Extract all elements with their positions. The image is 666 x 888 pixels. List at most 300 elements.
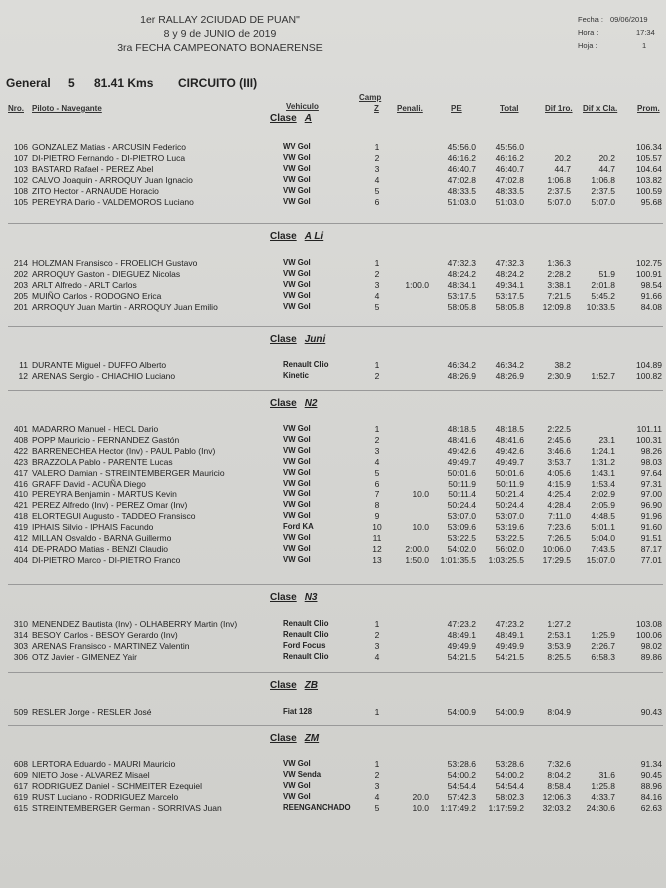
table-row <box>0 269 666 279</box>
cell-camp: 2 <box>374 629 380 640</box>
cell-camp: 3 <box>374 163 380 174</box>
cell-camp: 6 <box>374 478 380 489</box>
cell-pe: 53:17.5 <box>447 290 476 301</box>
cell-prom: 77.01 <box>640 554 662 565</box>
col-prom: Prom. <box>637 104 660 113</box>
table-row <box>0 142 666 152</box>
cell-dif1: 2:37.5 <box>547 185 571 196</box>
cell-piloto: HOLZMAN Fransisco - FROELICH Gustavo <box>32 258 198 268</box>
cell-prom: 100.06 <box>636 629 662 640</box>
table-row <box>0 258 666 268</box>
cell-pe: 47:32.3 <box>447 258 476 268</box>
cell-total: 53:22.5 <box>495 533 524 543</box>
cell-difcla: 5:07.0 <box>591 196 615 207</box>
cell-prom: 97.31 <box>640 478 662 489</box>
cell-camp: 6 <box>374 196 380 207</box>
cell-camp: 1 <box>374 707 380 717</box>
cell-difcla: 5:45.2 <box>591 290 615 301</box>
cell-piloto: MILLAN Osvaldo - BARNA Guillermo <box>32 533 172 543</box>
cell-dif1: 8:58.4 <box>547 780 571 791</box>
cell-difcla: 2:37.5 <box>591 185 615 196</box>
cell-pe: 48:41.6 <box>447 434 476 445</box>
cell-vehiculo: Ford Focus <box>283 640 326 650</box>
cell-difcla: 23.1 <box>598 434 615 445</box>
cell-difcla: 7:43.5 <box>591 543 615 554</box>
cell-difcla: 44.7 <box>598 163 615 174</box>
section-divider <box>8 326 663 327</box>
cell-total: 49:49.7 <box>495 456 524 467</box>
class-heading <box>270 592 317 603</box>
cell-nro: 421 <box>13 500 28 511</box>
cell-vehiculo: VW Gol <box>283 500 311 510</box>
cell-nro: 11 <box>19 360 28 370</box>
cell-prom: 91.51 <box>640 533 662 543</box>
class-heading <box>270 231 323 242</box>
general-number: 5 <box>68 76 75 90</box>
general-label: General <box>6 76 51 90</box>
cell-prom: 87.17 <box>640 543 662 554</box>
cell-piloto: ZITO Hector - ARNAUDE Horacio <box>32 185 159 196</box>
cell-vehiculo: Ford KA <box>283 522 314 532</box>
cell-nro: 203 <box>13 279 28 290</box>
table-row <box>0 371 666 381</box>
cell-total: 48:33.5 <box>495 185 524 196</box>
class-heading <box>270 398 317 409</box>
table-row <box>0 197 666 207</box>
cell-pe: 50:11.4 <box>448 489 476 500</box>
cell-total: 50:01.6 <box>495 467 524 478</box>
cell-pe: 48:49.1 <box>447 629 476 640</box>
col-camp: Camp <box>359 93 382 102</box>
cell-dif1: 7:32.6 <box>547 759 571 769</box>
cell-camp: 3 <box>374 780 380 791</box>
cell-vehiculo: VW Gol <box>283 152 311 162</box>
cell-nro: 106 <box>13 142 28 152</box>
cell-vehiculo: VW Gol <box>283 185 311 195</box>
cell-total: 48:24.2 <box>495 268 524 279</box>
cell-piloto: PEREYRA Dario - VALDEMOROS Luciano <box>32 196 194 207</box>
cell-difcla: 1:06.8 <box>591 174 615 185</box>
cell-nro: 310 <box>13 619 28 629</box>
cell-total: 53:07.0 <box>495 511 524 522</box>
table-row <box>0 652 666 662</box>
cell-difcla: 4:48.5 <box>591 511 615 522</box>
cell-vehiculo: Kinetic <box>283 370 309 380</box>
cell-difcla: 2:26.7 <box>591 640 615 651</box>
cell-difcla: 24:30.6 <box>586 802 615 813</box>
cell-dif1: 5:07.0 <box>547 196 571 207</box>
col-vehiculo: Vehiculo <box>286 102 319 111</box>
cell-total: 53:17.5 <box>495 290 524 301</box>
cell-dif1: 17:29.5 <box>542 554 571 565</box>
cell-vehiculo: VW Gol <box>283 301 311 311</box>
cell-dif1: 4:15.9 <box>547 478 571 489</box>
cell-prom: 100.31 <box>636 434 662 445</box>
cell-piloto: OTZ Javier - GIMENEZ Yair <box>32 651 138 662</box>
meta-hora <box>578 28 655 37</box>
table-row <box>0 619 666 629</box>
cell-prom: 95.68 <box>640 196 662 207</box>
cell-camp: 10 <box>372 522 382 533</box>
cell-nro: 422 <box>13 445 28 456</box>
cell-difcla: 5:01.1 <box>591 522 615 533</box>
cell-prom: 98.54 <box>640 279 662 290</box>
cell-piloto: POPP Mauricio - FERNANDEZ Gastón <box>32 434 180 445</box>
cell-nro: 12 <box>18 370 28 381</box>
cell-penal: 1:50.0 <box>405 554 429 565</box>
cell-difcla: 2:01.8 <box>591 279 615 290</box>
cell-prom: 104.64 <box>636 163 662 174</box>
cell-dif1: 4:05.6 <box>547 467 571 478</box>
cell-vehiculo: REENGANCHADO <box>283 802 351 812</box>
cell-vehiculo: VW Gol <box>283 511 311 521</box>
cell-vehiculo: VW Gol <box>283 290 311 300</box>
cell-total: 54:21.5 <box>495 651 524 662</box>
cell-pe: 48:34.1 <box>447 279 476 290</box>
cell-pe: 1:17:49.2 <box>440 802 476 813</box>
cell-vehiculo: VW Gol <box>283 268 311 278</box>
cell-difcla: 51.9 <box>598 268 615 279</box>
cell-piloto: ARENAS Fransisco - MARTINEZ Valentin <box>32 640 190 651</box>
class-code: Juni <box>304 334 326 345</box>
cell-difcla: 1:53.4 <box>591 478 615 489</box>
cell-camp: 5 <box>374 802 380 813</box>
table-row <box>0 164 666 174</box>
class-label: Clase <box>270 113 297 124</box>
section-divider <box>8 390 663 391</box>
cell-pe: 46:40.7 <box>447 163 476 174</box>
cell-difcla: 1:52.7 <box>591 370 615 381</box>
col-difcla: Dif x Cla. <box>583 104 618 113</box>
cell-difcla: 1:43.1 <box>591 467 615 478</box>
cell-dif1: 32:03.2 <box>542 802 571 813</box>
cell-nro: 412 <box>13 533 28 543</box>
cell-camp: 5 <box>374 185 380 196</box>
cell-piloto: LERTORA Eduardo - MAURI Mauricio <box>32 759 176 769</box>
cell-nro: 306 <box>13 651 28 662</box>
cell-camp: 8 <box>374 500 380 511</box>
cell-nro: 107 <box>13 152 28 163</box>
cell-piloto: ELORTEGUI Augusto - TADDEO Fransisco <box>32 511 196 522</box>
cell-total: 51:03.0 <box>495 196 524 207</box>
col-nro: Nro. <box>8 104 24 113</box>
hoja-value: 1 <box>642 41 647 50</box>
cell-prom: 100.82 <box>636 370 662 381</box>
cell-dif1: 2:28.2 <box>547 268 571 279</box>
cell-piloto: IPHAIS Silvio - IPHAIS Facundo <box>32 522 154 533</box>
cell-piloto: DE-PRADO Matias - BENZI Claudio <box>32 543 169 554</box>
cell-prom: 91.96 <box>640 511 662 522</box>
cell-nro: 102 <box>13 174 28 185</box>
cell-nro: 416 <box>13 478 28 489</box>
general-distance: 81.41 Kms <box>94 76 154 90</box>
class-label: Clase <box>270 592 297 603</box>
cell-prom: 100.59 <box>636 185 662 196</box>
cell-vehiculo: Renault Clio <box>283 651 329 661</box>
cell-pe: 1:01:35.5 <box>440 554 476 565</box>
class-label: Clase <box>270 733 297 744</box>
cell-piloto: VALERO Damian - STREINTEMBERGER Mauricio <box>32 467 225 478</box>
table-row <box>0 511 666 521</box>
cell-total: 46:16.2 <box>495 152 524 163</box>
cell-penal: 10.0 <box>412 802 429 813</box>
cell-camp: 2 <box>374 769 380 780</box>
cell-total: 50:21.4 <box>495 489 524 500</box>
cell-pe: 45:56.0 <box>447 142 476 152</box>
cell-total: 47:23.2 <box>495 619 524 629</box>
section-divider <box>8 725 663 726</box>
cell-camp: 12 <box>372 543 382 554</box>
table-row <box>0 781 666 791</box>
cell-piloto: DI-PIETRO Fernando - DI-PIETRO Luca <box>32 152 186 163</box>
cell-piloto: BESOY Carlos - BESOY Gerardo (Inv) <box>32 629 178 640</box>
cell-camp: 2 <box>374 370 380 381</box>
cell-nro: 408 <box>13 434 28 445</box>
cell-vehiculo: VW Gol <box>283 489 311 499</box>
cell-vehiculo: VW Gol <box>283 258 311 267</box>
cell-piloto: BRAZZOLA Pablo - PARENTE Lucas <box>32 456 173 467</box>
cell-dif1: 3:38.1 <box>547 279 571 290</box>
cell-pe: 47:23.2 <box>447 619 476 629</box>
cell-pe: 48:24.2 <box>447 268 476 279</box>
cell-nro: 303 <box>13 640 28 651</box>
cell-total: 58:05.8 <box>495 301 524 312</box>
cell-difcla: 31.6 <box>598 769 615 780</box>
cell-piloto: NIETO Jose - ALVAREZ Misael <box>32 769 150 780</box>
cell-camp: 2 <box>374 434 380 445</box>
cell-dif1: 8:04.2 <box>547 769 571 780</box>
cell-camp: 1 <box>374 424 380 434</box>
cell-pe: 48:18.5 <box>447 424 476 434</box>
cell-penal: 10.0 <box>412 522 429 533</box>
cell-pe: 49:42.6 <box>447 445 476 456</box>
cell-total: 56:02.0 <box>495 543 524 554</box>
class-heading <box>270 733 319 744</box>
event-title: 1er RALLAY 2CIUDAD DE PUAN" <box>140 14 300 26</box>
cell-penal: 2:00.0 <box>405 543 429 554</box>
col-pe: PE <box>451 104 462 113</box>
fecha-label: Fecha : <box>578 15 604 24</box>
table-row <box>0 435 666 445</box>
cell-vehiculo: VW Gol <box>283 456 311 466</box>
cell-total: 49:49.9 <box>495 640 524 651</box>
cell-piloto: GRAFF David - ACUÑA Diego <box>32 478 146 489</box>
cell-prom: 106.34 <box>636 142 662 152</box>
cell-nro: 617 <box>13 780 28 791</box>
cell-vehiculo: VW Gol <box>283 445 311 455</box>
cell-penal: 10.0 <box>412 489 429 500</box>
cell-prom: 105.57 <box>636 152 662 163</box>
cell-pe: 48:26.9 <box>447 370 476 381</box>
cell-camp: 5 <box>374 301 380 312</box>
cell-pe: 54:54.4 <box>447 780 476 791</box>
table-row <box>0 446 666 456</box>
cell-dif1: 38.2 <box>554 360 571 370</box>
cell-camp: 4 <box>374 174 380 185</box>
section-divider <box>8 584 663 585</box>
cell-nro: 205 <box>13 290 28 301</box>
cell-prom: 98.26 <box>640 445 662 456</box>
meta-fecha <box>578 15 648 24</box>
table-row <box>0 500 666 510</box>
table-row <box>0 424 666 434</box>
cell-piloto: CALVO Joaquin - ARROQUY Juan Ignacio <box>32 174 193 185</box>
cell-camp: 1 <box>374 619 380 629</box>
cell-pe: 50:01.6 <box>447 467 476 478</box>
cell-difcla: 15:07.0 <box>586 554 615 565</box>
table-row <box>0 792 666 802</box>
cell-vehiculo: WV Gol <box>283 142 311 151</box>
hora-value: 17:34 <box>636 28 655 37</box>
class-code: A Li <box>304 231 324 242</box>
cell-total: 1:17:59.2 <box>488 802 524 813</box>
cell-pe: 47:02.8 <box>447 174 476 185</box>
table-row <box>0 544 666 554</box>
cell-nro: 201 <box>13 301 28 312</box>
cell-nro: 419 <box>13 522 28 533</box>
cell-dif1: 12:09.8 <box>542 301 571 312</box>
cell-vehiculo: VW Gol <box>283 759 311 768</box>
cell-total: 54:00.9 <box>495 707 524 717</box>
class-code: ZB <box>304 680 319 691</box>
cell-camp: 3 <box>374 445 380 456</box>
cell-pe: 53:28.6 <box>447 759 476 769</box>
class-label: Clase <box>270 680 297 691</box>
cell-dif1: 7:26.5 <box>547 533 571 543</box>
cell-prom: 90.45 <box>640 769 662 780</box>
cell-dif1: 44.7 <box>554 163 571 174</box>
cell-nro: 417 <box>13 467 28 478</box>
cell-pe: 54:00.2 <box>447 769 476 780</box>
cell-total: 54:00.2 <box>495 769 524 780</box>
cell-piloto: RODRIGUEZ Daniel - SCHMEITER Ezequiel <box>32 780 203 791</box>
cell-prom: 89.86 <box>640 651 662 662</box>
cell-nro: 414 <box>13 543 28 554</box>
cell-piloto: ARLT Alfredo - ARLT Carlos <box>32 279 137 290</box>
cell-camp: 2 <box>374 268 380 279</box>
table-row <box>0 555 666 565</box>
cell-total: 49:42.6 <box>495 445 524 456</box>
cell-prom: 84.16 <box>640 791 662 802</box>
cell-dif1: 2:45.6 <box>547 434 571 445</box>
cell-total: 58:02.3 <box>495 791 524 802</box>
cell-vehiculo: VW Gol <box>283 543 311 553</box>
championship-round: 3ra FECHA CAMPEONATO BONAERENSE <box>117 42 323 54</box>
class-label: Clase <box>270 231 297 242</box>
cell-camp: 7 <box>374 489 380 500</box>
cell-piloto: RUST Luciano - RODRIGUEZ Marcelo <box>32 791 179 802</box>
cell-total: 48:41.6 <box>495 434 524 445</box>
table-row <box>0 153 666 163</box>
cell-vehiculo: Fiat 128 <box>283 707 313 716</box>
cell-prom: 102.75 <box>636 258 662 268</box>
cell-camp: 2 <box>374 152 380 163</box>
cell-piloto: MUIÑO Carlos - RODOGNO Erica <box>32 290 162 301</box>
cell-vehiculo: VW Gol <box>283 780 311 790</box>
table-row <box>0 630 666 640</box>
table-row <box>0 803 666 813</box>
cell-nro: 410 <box>13 489 28 500</box>
cell-pe: 54:21.5 <box>447 651 476 662</box>
cell-difcla: 10:33.5 <box>586 301 615 312</box>
cell-piloto: RESLER Jorge - RESLER José <box>32 707 152 717</box>
table-row <box>0 489 666 499</box>
cell-prom: 100.91 <box>636 268 662 279</box>
cell-total: 54:54.4 <box>495 780 524 791</box>
cell-total: 45:56.0 <box>495 142 524 152</box>
cell-dif1: 12:06.3 <box>542 791 571 802</box>
cell-prom: 98.02 <box>640 640 662 651</box>
table-row <box>0 302 666 312</box>
cell-camp: 9 <box>374 511 380 522</box>
table-row <box>0 707 666 717</box>
cell-total: 47:02.8 <box>495 174 524 185</box>
cell-prom: 96.90 <box>640 500 662 511</box>
col-penal: Penali. <box>397 104 423 113</box>
cell-difcla: 6:58.3 <box>591 651 615 662</box>
cell-camp: 1 <box>374 142 380 152</box>
cell-prom: 104.89 <box>636 360 662 370</box>
table-row <box>0 360 666 370</box>
cell-prom: 97.00 <box>640 489 662 500</box>
cell-difcla: 1:25.8 <box>591 780 615 791</box>
cell-prom: 91.34 <box>640 759 662 769</box>
class-code: ZM <box>304 733 320 744</box>
cell-prom: 91.66 <box>640 290 662 301</box>
cell-dif1: 8:25.5 <box>547 651 571 662</box>
cell-nro: 202 <box>13 268 28 279</box>
cell-dif1: 2:22.5 <box>547 424 571 434</box>
cell-vehiculo: VW Gol <box>283 533 311 542</box>
cell-piloto: DI-PIETRO Marco - DI-PIETRO Franco <box>32 554 181 565</box>
cell-dif1: 10:06.0 <box>542 543 571 554</box>
cell-total: 48:26.9 <box>495 370 524 381</box>
cell-piloto: DURANTE Miguel - DUFFO Alberto <box>32 360 167 370</box>
cell-camp: 1 <box>374 258 380 268</box>
fecha-value: 09/06/2019 <box>610 15 648 24</box>
cell-difcla: 1:31.2 <box>591 456 615 467</box>
cell-pe: 50:11.9 <box>448 478 476 489</box>
table-row <box>0 457 666 467</box>
table-row <box>0 175 666 185</box>
cell-dif1: 2:53.1 <box>547 629 571 640</box>
section-divider <box>8 672 663 673</box>
cell-prom: 103.08 <box>636 619 662 629</box>
cell-camp: 4 <box>374 290 380 301</box>
cell-vehiculo: VW Gol <box>283 196 311 206</box>
cell-vehiculo: VW Gol <box>283 554 311 564</box>
cell-penal: 1:00.0 <box>405 279 429 290</box>
cell-pe: 53:09.6 <box>447 522 476 533</box>
cell-nro: 423 <box>13 456 28 467</box>
cell-vehiculo: VW Gol <box>283 434 311 444</box>
cell-total: 46:40.7 <box>495 163 524 174</box>
cell-vehiculo: VW Gol <box>283 478 311 488</box>
cell-nro: 401 <box>13 424 28 434</box>
event-dates: 8 y 9 de JUNIO de 2019 <box>163 28 277 40</box>
table-row <box>0 770 666 780</box>
table-row <box>0 533 666 543</box>
cell-dif1: 1:06.8 <box>547 174 571 185</box>
cell-vehiculo: VW Gol <box>283 279 311 289</box>
cell-dif1: 8:04.9 <box>547 707 571 717</box>
cell-prom: 101.11 <box>636 424 662 434</box>
cell-nro: 314 <box>13 629 28 640</box>
cell-dif1: 7:21.5 <box>547 290 571 301</box>
cell-nro: 103 <box>13 163 28 174</box>
cell-difcla: 1:24.1 <box>591 445 615 456</box>
cell-pe: 46:16.2 <box>447 152 476 163</box>
